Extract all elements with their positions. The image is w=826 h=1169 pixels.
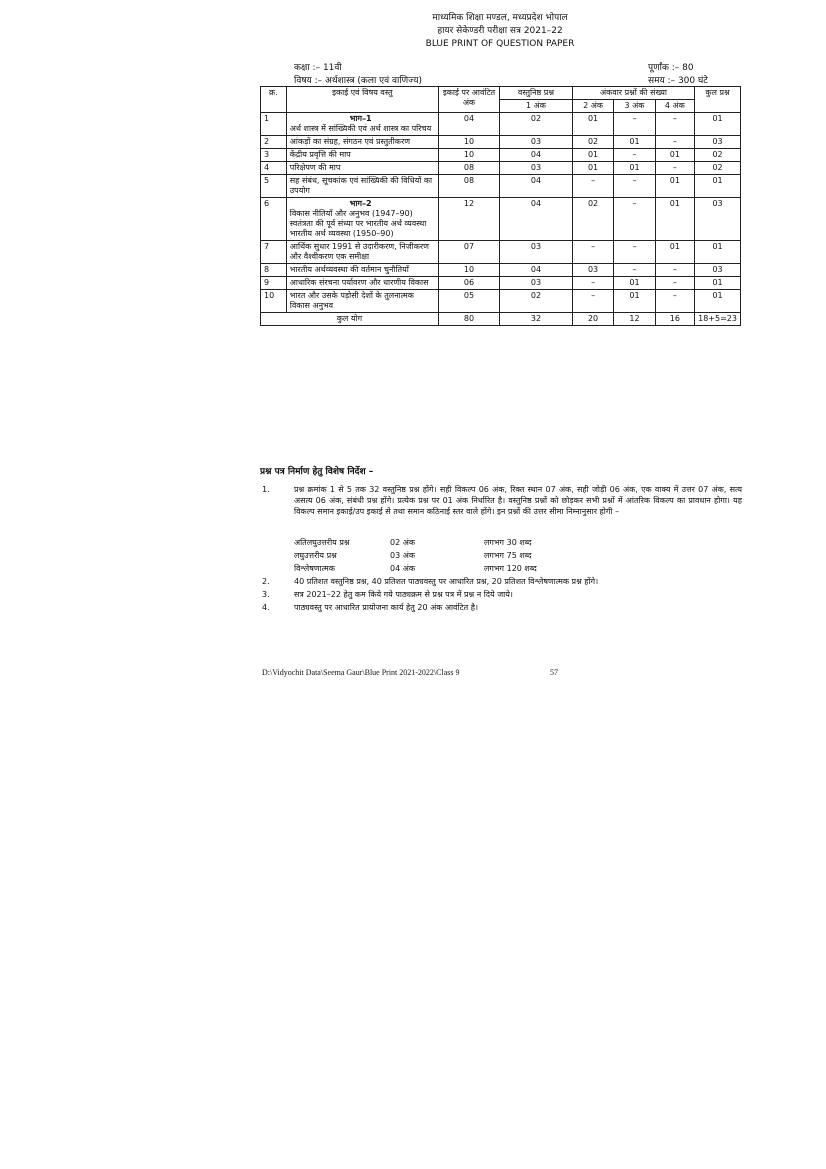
- row-allocated-marks: 10: [438, 149, 499, 162]
- row-1-mark-count: 04: [500, 149, 573, 162]
- header-marks-wise: अंकवार प्रश्नों की संख्या: [572, 87, 694, 100]
- row-1-mark-count: 02: [500, 290, 573, 313]
- row-1-mark-count: 04: [500, 175, 573, 198]
- row-3-mark-count: –: [614, 241, 655, 264]
- header-objective: वस्तुनिष्ठ प्रश्न: [500, 87, 573, 100]
- unit-title: अर्थ शास्त्र में सांख्यिकी एवं अर्थ शास्त्र का परिचय: [289, 124, 432, 133]
- file-path: D:\Vidyochit Data\Seema Gaur\Blue Print 2021-2022\Class 9: [262, 668, 460, 677]
- row-sno: 8: [261, 264, 287, 277]
- row-unit: [286, 149, 438, 162]
- table-row: [261, 290, 741, 313]
- row-3-mark-count: 01: [614, 136, 655, 149]
- row-sno: 2: [261, 136, 287, 149]
- row-3-mark-count: 01: [614, 162, 655, 175]
- row-allocated-marks: 04: [438, 113, 499, 136]
- blueprint-table: [260, 86, 741, 326]
- row-allocated-marks: 08: [438, 162, 499, 175]
- header-unit: इकाई एवं विषय वस्तु: [286, 87, 438, 113]
- row-unit: [286, 113, 438, 136]
- unit-title: परिक्षेपण की माप: [289, 163, 341, 172]
- instruction-number: 4.: [262, 603, 270, 612]
- table-row: [261, 198, 741, 241]
- row-2-mark-count: 01: [572, 162, 613, 175]
- unit-title: आंकड़ों का संग्रह, संगठन एवं प्रस्तुतीकरण: [289, 137, 411, 146]
- row-total-questions: 01: [695, 175, 741, 198]
- table-row: [261, 241, 741, 264]
- row-3-mark-count: 01: [614, 277, 655, 290]
- row-unit: [286, 175, 438, 198]
- instruction-text: 40 प्रतिशत वस्तुनिष्ठ प्रश्न, 40 प्रतिशत पाठ्यवस्तु पर आधारित प्रश्न, 20 प्रतिशत विश्लेषणात्मक प्रश्न होंगे।: [294, 577, 599, 586]
- row-4-mark-count: 01: [655, 198, 694, 241]
- row-1-mark-count: 04: [500, 198, 573, 241]
- class-label: कक्षा :– 11वी: [294, 63, 342, 73]
- question-marks: 02 अंक: [390, 538, 415, 547]
- row-1-mark-count: 03: [500, 162, 573, 175]
- question-marks: 04 अंक: [390, 564, 415, 573]
- row-2-mark-count: 03: [572, 264, 613, 277]
- row-2-mark-count: 01: [572, 149, 613, 162]
- total-allocated-marks: 80: [438, 313, 499, 326]
- total-1-mark: 32: [500, 313, 573, 326]
- instructions-title: प्रश्न पत्र निर्माण हेतु विशेष निर्देश –: [260, 467, 374, 477]
- row-sno: 9: [261, 277, 287, 290]
- part-heading: भाग–1: [349, 114, 372, 123]
- row-sno: 3: [261, 149, 287, 162]
- row-total-questions: 01: [695, 277, 741, 290]
- total-row: [261, 313, 741, 326]
- exam-session: हायर सेकेण्डरी परीक्षा सत्र 2021–22: [437, 26, 563, 36]
- unit-title: सह संबंध, सूचकांक एवं सांख्यिकी की विधियों का उपयोग: [289, 176, 433, 195]
- row-sno: 4: [261, 162, 287, 175]
- row-allocated-marks: 06: [438, 277, 499, 290]
- row-unit: [286, 198, 438, 241]
- row-4-mark-count: 01: [655, 241, 694, 264]
- instruction-number: 3.: [262, 590, 270, 599]
- row-sno: 6: [261, 198, 287, 241]
- row-total-questions: 03: [695, 264, 741, 277]
- question-type: अतिलघुउत्तरीय प्रश्न: [294, 538, 350, 547]
- row-unit: [286, 241, 438, 264]
- row-unit: [286, 277, 438, 290]
- row-2-mark-count: –: [572, 241, 613, 264]
- row-4-mark-count: –: [655, 162, 694, 175]
- word-limit: लगभग 30 शब्द: [484, 538, 532, 547]
- instruction-text: सत्र 2021–22 हेतु कम किये गये पाठ्यक्रम से प्रश्न पत्र में प्रश्न न दिये जाये।: [294, 590, 513, 599]
- row-sno: 7: [261, 241, 287, 264]
- row-allocated-marks: 08: [438, 175, 499, 198]
- row-3-mark-count: –: [614, 113, 655, 136]
- row-total-questions: 03: [695, 136, 741, 149]
- row-sno: 1: [261, 113, 287, 136]
- row-unit: [286, 162, 438, 175]
- instruction-number: 2.: [262, 577, 270, 586]
- row-unit: [286, 136, 438, 149]
- row-unit: [286, 264, 438, 277]
- row-4-mark-count: 01: [655, 175, 694, 198]
- row-1-mark-count: 03: [500, 277, 573, 290]
- row-4-mark-count: –: [655, 264, 694, 277]
- row-total-questions: 01: [695, 241, 741, 264]
- row-1-mark-count: 03: [500, 241, 573, 264]
- row-3-mark-count: –: [614, 149, 655, 162]
- row-4-mark-count: –: [655, 136, 694, 149]
- row-allocated-marks: 10: [438, 264, 499, 277]
- row-4-mark-count: –: [655, 113, 694, 136]
- row-allocated-marks: 10: [438, 136, 499, 149]
- row-1-mark-count: 02: [500, 113, 573, 136]
- row-allocated-marks: 05: [438, 290, 499, 313]
- header-total-questions: कुल प्रश्न: [695, 87, 741, 113]
- question-type: विश्लेषणात्मक: [294, 564, 335, 573]
- time-label: समय :– 300 घंटे: [648, 76, 708, 86]
- row-1-mark-count: 04: [500, 264, 573, 277]
- question-type: लघुउत्तरीय प्रश्न: [294, 551, 337, 560]
- row-2-mark-count: 02: [572, 198, 613, 241]
- document-title: BLUE PRINT OF QUESTION PAPER: [425, 39, 575, 49]
- table-header-row: [261, 87, 741, 100]
- row-allocated-marks: 12: [438, 198, 499, 241]
- table-row: [261, 149, 741, 162]
- table-row: [261, 175, 741, 198]
- word-limit: लगभग 75 शब्द: [484, 551, 532, 560]
- row-3-mark-count: –: [614, 198, 655, 241]
- subheader-2-marks: 2 अंक: [572, 100, 613, 113]
- table-row: [261, 162, 741, 175]
- row-4-mark-count: –: [655, 277, 694, 290]
- unit-title: आर्थिक सुधार 1991 से उदारीकरण, निजीकरण और वैश्वीकरण एक समीक्षा: [289, 242, 429, 261]
- unit-title: भारतीय अर्थव्यवस्था की वर्तमान चुनौतियाँ: [289, 265, 409, 274]
- table-row: [261, 113, 741, 136]
- part-heading: भाग–2: [349, 199, 372, 208]
- row-3-mark-count: –: [614, 175, 655, 198]
- row-2-mark-count: –: [572, 175, 613, 198]
- unit-title: विकास नीतियाँ और अनुभव (1947–90) स्वतंत्रता की पूर्व संध्या पर भारतीय अर्थ व्यवस्था भारतीय अर्थ व्यवस्था (1950–90): [289, 209, 427, 238]
- unit-title: भारत और उसके पड़ोसी देशों के तुलनात्मक विकास अनुभव: [289, 291, 414, 310]
- subheader-1-mark: 1 अंक: [500, 100, 573, 113]
- total-label: कुल योग: [261, 313, 439, 326]
- subheader-4-marks: 4 अंक: [655, 100, 694, 113]
- total-questions: 18+5=23: [695, 313, 741, 326]
- subject-label: विषय :– अर्थशास्त्र (कला एवं वाणिज्य): [294, 76, 423, 86]
- row-3-mark-count: –: [614, 264, 655, 277]
- row-total-questions: 03: [695, 198, 741, 241]
- row-1-mark-count: 03: [500, 136, 573, 149]
- instruction-number: 1.: [262, 485, 270, 494]
- row-total-questions: 02: [695, 149, 741, 162]
- unit-title: केंद्रीय प्रवृत्ति की माप: [289, 150, 351, 159]
- row-4-mark-count: –: [655, 290, 694, 313]
- row-2-mark-count: 02: [572, 136, 613, 149]
- row-4-mark-count: 01: [655, 149, 694, 162]
- row-2-mark-count: –: [572, 290, 613, 313]
- instruction-text: पाठ्यवस्तु पर आधारित प्रायोजना कार्य हेतु 20 अंक आवंटित है।: [294, 603, 478, 612]
- table-row: [261, 136, 741, 149]
- header-sno: क्र.: [261, 87, 287, 113]
- question-marks: 03 अंक: [390, 551, 415, 560]
- subheader-3-marks: 3 अंक: [614, 100, 655, 113]
- row-sno: 5: [261, 175, 287, 198]
- header-allocated-marks: इकाई पर आवंटित अंक: [438, 87, 499, 113]
- row-3-mark-count: 01: [614, 290, 655, 313]
- word-limit: लगभग 120 शब्द: [484, 564, 537, 573]
- total-3-marks: 12: [614, 313, 655, 326]
- full-marks-label: पूर्णांक :– 80: [648, 63, 694, 73]
- table-row: [261, 264, 741, 277]
- total-4-marks: 16: [655, 313, 694, 326]
- row-sno: 10: [261, 290, 287, 313]
- total-2-marks: 20: [572, 313, 613, 326]
- row-total-questions: 01: [695, 113, 741, 136]
- row-allocated-marks: 07: [438, 241, 499, 264]
- row-2-mark-count: –: [572, 277, 613, 290]
- page-number: 57: [550, 668, 558, 677]
- row-total-questions: 02: [695, 162, 741, 175]
- unit-title: आधारिक संरचना पर्यावरण और धारणीय विकास: [289, 278, 429, 287]
- board-name: माध्यमिक शिक्षा मण्डल, मध्यप्रदेश भोपाल: [432, 13, 568, 23]
- row-total-questions: 01: [695, 290, 741, 313]
- row-unit: [286, 290, 438, 313]
- instruction-text: प्रश्न क्रमांक 1 से 5 तक 32 वस्तुनिष्ठ प्रश्न होंगे। सही विकल्प 06 अंक, रिक्त स्थान 07 अंक, सही जोड़ी 06 अंक, एक वाक्य में उत्तर 07 अंक, सत्य असत्य 06 अंक, संबंधी प्रश्न होंगे। प्रत्येक प्रश्न पर 01 अंक निर्धारित है। वस्तुनिष्ठ प्रश्नों को छोड़कर सभी प्रश्नों में आंतरिक विकल्प का प्रावधान होगा। यह विकल्प समान इकाई/उप इकाई से तथा समान कठिनाई स्तर वाले होंगे। इन प्रश्नों की उत्तर सीमा निम्नानुसार होगी –: [294, 485, 742, 516]
- table-row: [261, 277, 741, 290]
- row-2-mark-count: 01: [572, 113, 613, 136]
